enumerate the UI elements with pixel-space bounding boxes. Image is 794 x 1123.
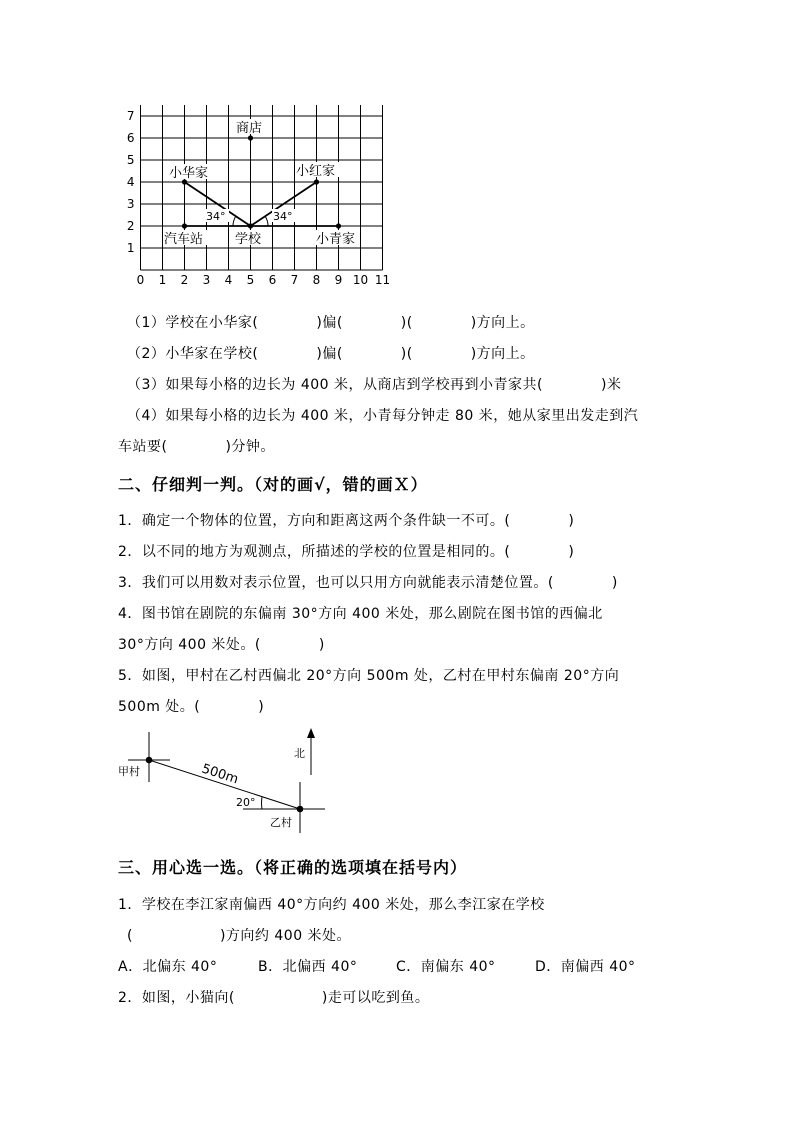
x-tick-label: 8 [312,273,321,287]
judge-question-4-line2: 30°方向 400 米处。( ) [118,637,325,653]
part1-question-4-line2: 车站要( )分钟。 [118,439,275,455]
village-a-label: 甲村 [118,765,140,778]
choice-option-d: D．南偏西 40° [535,959,636,975]
x-tick-label: 1 [158,273,167,287]
part1-question-4-line1: （4）如果每小格的边长为 400 米，小青每分钟走 80 米，她从家里出发走到汽 [127,408,639,424]
angle-arc-right [265,216,268,226]
distance-label: 500m [199,761,241,788]
north-label: 北 [294,747,305,760]
x-tick-label: 7 [290,273,299,287]
y-tick-label: 6 [126,131,135,145]
y-tick-label: 5 [126,153,135,167]
label-bus-station: 汽车站 [164,232,204,247]
judge-question-1: 1．确定一个物体的位置，方向和距离这两个条件缺一不可。( ) [118,513,575,529]
x-tick-label: 4 [224,273,233,287]
label-school: 学校 [235,232,262,247]
y-tick-label: 7 [126,109,135,123]
x-tick-label: 11 [374,273,391,287]
judge-question-3: 3．我们可以用数对表示位置，也可以只用方向就能表示清楚位置。( ) [118,575,618,591]
label-angle-right: 34° [273,210,293,223]
label-angle-left: 34° [206,210,226,223]
choice-question-1-line2: ( )方向约 400 米处。 [127,928,352,944]
judge-question-4-line1: 4．图书馆在剧院的东偏南 30°方向 400 米处，那么剧院在图书馆的西偏北 [118,606,603,622]
point-xiaoqing-home [336,223,341,228]
label-xiaoqing-home: 小青家 [316,232,356,247]
section2-title: 二、仔细判一判。（对的画√，错的画Ｘ） [118,475,428,494]
x-tick-label: 10 [352,273,369,287]
part1-question-2: （2）小华家在学校( )偏( )( )方向上。 [127,346,535,362]
judge-question-5-line1: 5．如图，甲村在乙村西偏北 20°方向 500m 处，乙村在甲村东偏南 20°方向 [118,668,620,684]
y-axis-ticks [127,109,135,255]
choice-question-1-line1: 1．学校在李江家南偏西 40°方向约 400 米处，那么李江家在学校 [118,897,545,913]
x-tick-label: 3 [202,273,211,287]
grid-figure [120,105,400,290]
north-arrow-head [307,728,315,738]
choice-option-c: C．南偏东 40° [396,959,496,975]
judge-question-5-line2: 500m 处。( ) [118,699,265,715]
y-tick-label: 4 [126,175,135,189]
label-xiaohua-home: 小华家 [169,166,209,181]
x-axis-ticks [137,273,390,287]
y-tick-label: 2 [126,219,135,233]
judge-question-2: 2．以不同的地方为观测点，所描述的学校的位置是相同的。( ) [118,544,575,560]
section3-title: 三、用心选一选。（将正确的选项填在括号内） [118,858,468,877]
angle-arc-left [233,216,236,226]
choice-question-2: 2．如图，小猫向( )走可以吃到鱼。 [118,990,430,1006]
x-tick-label: 5 [246,273,255,287]
label-shop: 商店 [236,121,263,136]
point-xiaohong-home [314,179,319,184]
y-tick-label: 3 [126,197,135,211]
village-b-point [297,806,304,813]
village-figure [110,718,340,838]
part1-question-1: （1）学校在小华家( )偏( )( )方向上。 [127,315,535,331]
y-tick-label: 1 [126,241,135,255]
part1-question-3: （3）如果每小格的边长为 400 米，从商店到学校再到小青家共( )米 [127,377,622,393]
village-a-point [146,757,153,764]
x-tick-label: 2 [180,273,189,287]
point-shop [248,135,253,140]
x-tick-label: 9 [334,273,343,287]
label-xiaohong-home: 小红家 [296,164,336,179]
x-tick-label: 0 [136,273,145,287]
x-tick-label: 6 [268,273,277,287]
village-b-label: 乙村 [270,816,292,829]
point-school [248,223,253,228]
choice-option-a: A．北偏东 40° [118,959,218,975]
point-bus-station [182,223,187,228]
angle-label: 20° [236,796,256,809]
choice-option-b: B．北偏西 40° [258,959,358,975]
